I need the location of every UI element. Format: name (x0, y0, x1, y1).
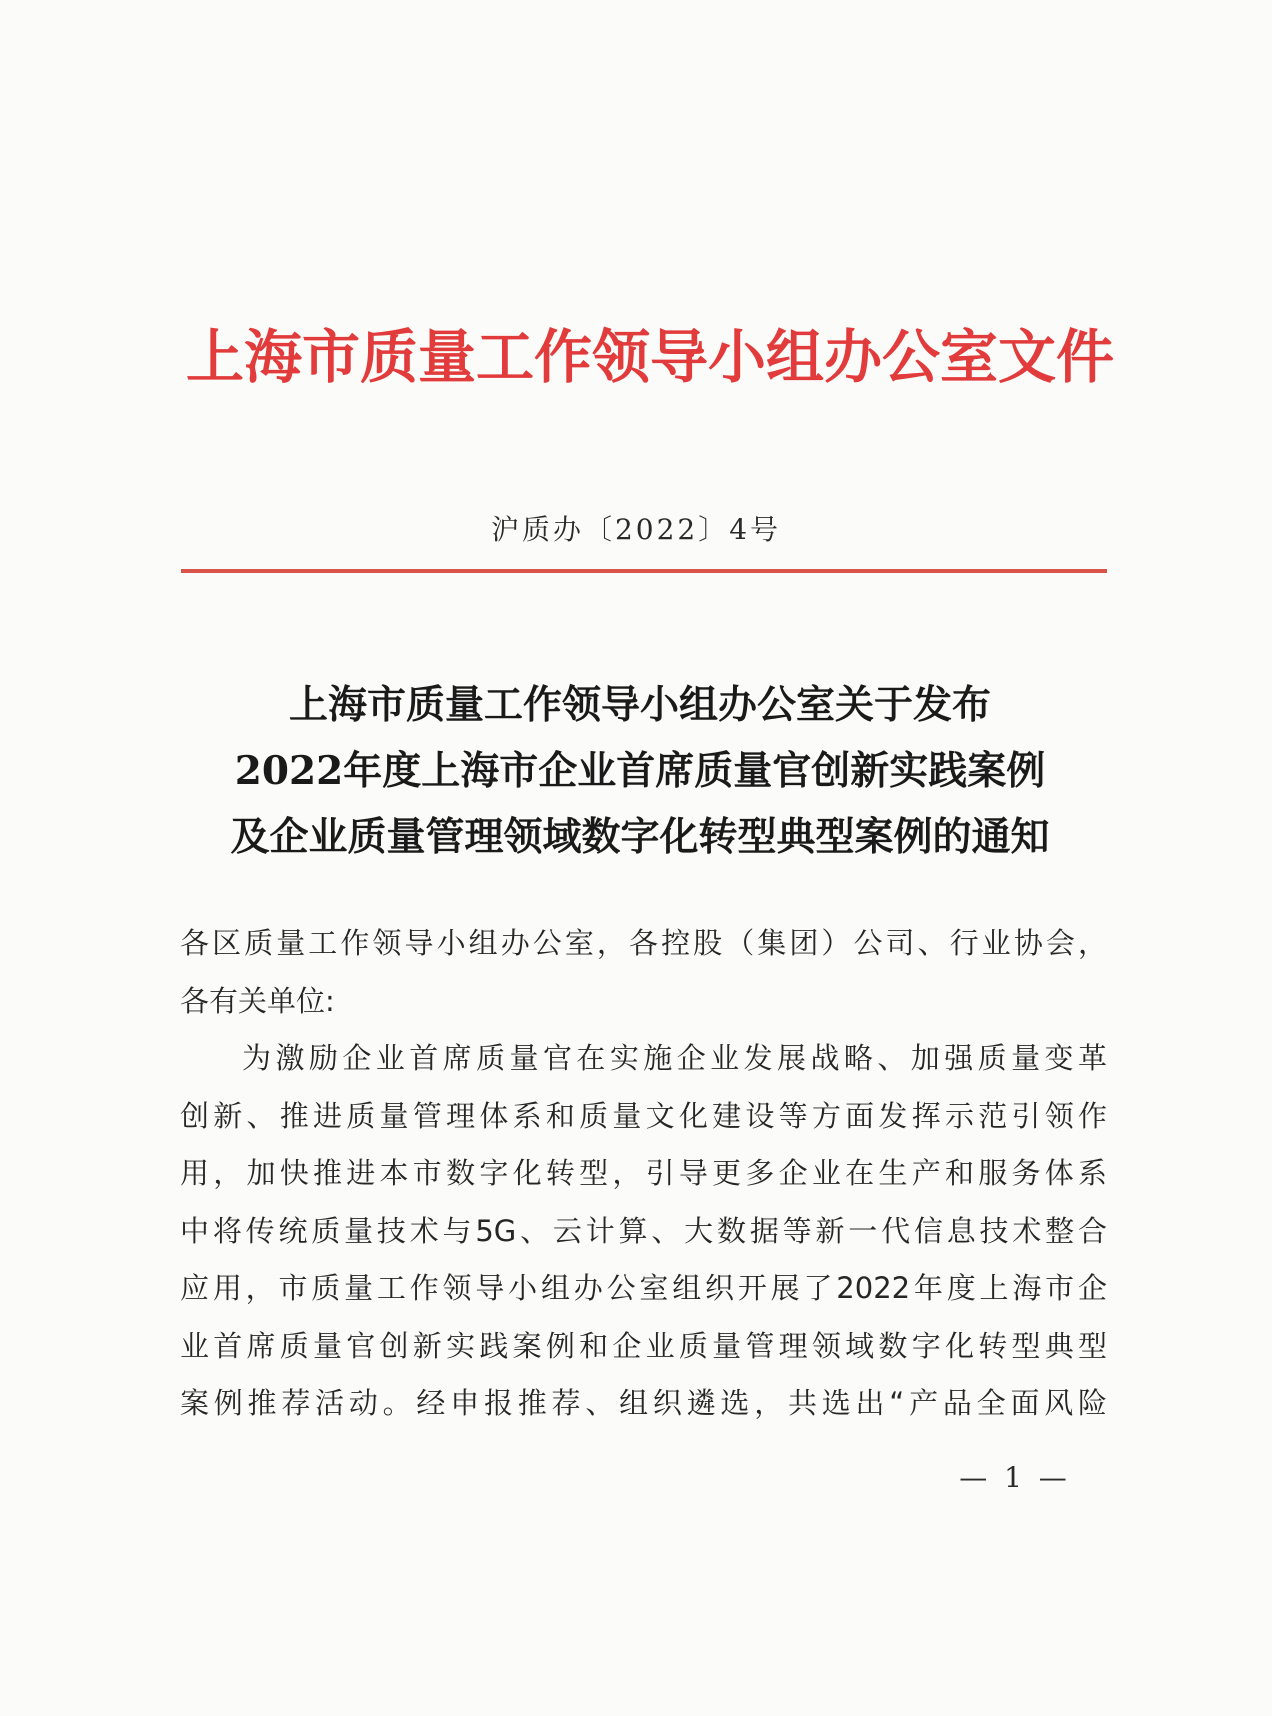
title-line: 及企业质量管理领域数字化转型典型案例的通知 (230, 814, 1050, 860)
document-number: 沪质办〔2022〕4号 (490, 513, 782, 546)
paragraph-line: 创新、推进质量管理体系和质量文化建设等方面发挥示范引领作 (180, 1098, 1107, 1133)
paragraph-line: 中将传统质量技术与5G、云计算、大数据等新一代信息技术整合 (180, 1213, 1107, 1248)
page-number: — 1 — (959, 1461, 1071, 1494)
notice-body (180, 915, 1107, 1433)
red-divider-rule (181, 569, 1107, 573)
paragraph-line: 为激励企业首席质量官在实施企业发展战略、加强质量变革 (242, 1041, 1107, 1075)
title-line: 上海市质量工作领导小组办公室关于发布 (288, 682, 991, 728)
salutation-line: 各有关单位: (180, 983, 335, 1018)
paragraph-line: 应用，市质量工作领导小组办公室组织开展了2022年度上海市企 (180, 1271, 1107, 1305)
paragraph-line: 用，加快推进本市数字化转型，引导更多企业在生产和服务体系 (180, 1156, 1107, 1190)
title-line: 2022年度上海市企业首席质量官创新实践案例 (234, 748, 1046, 794)
notice-title (170, 672, 1110, 870)
salutation-line: 各区质量工作领导小组办公室，各控股（集团）公司、行业协会， (180, 926, 1107, 960)
issuer-header: 上海市质量工作领导小组办公室文件 (186, 323, 1115, 391)
paragraph-line: 业首席质量官创新实践案例和企业质量管理领域数字化转型典型 (180, 1328, 1107, 1363)
paragraph-line: 案例推荐活动。经申报推荐、组织遴选，共选出“产品全面风险 (180, 1386, 1107, 1420)
